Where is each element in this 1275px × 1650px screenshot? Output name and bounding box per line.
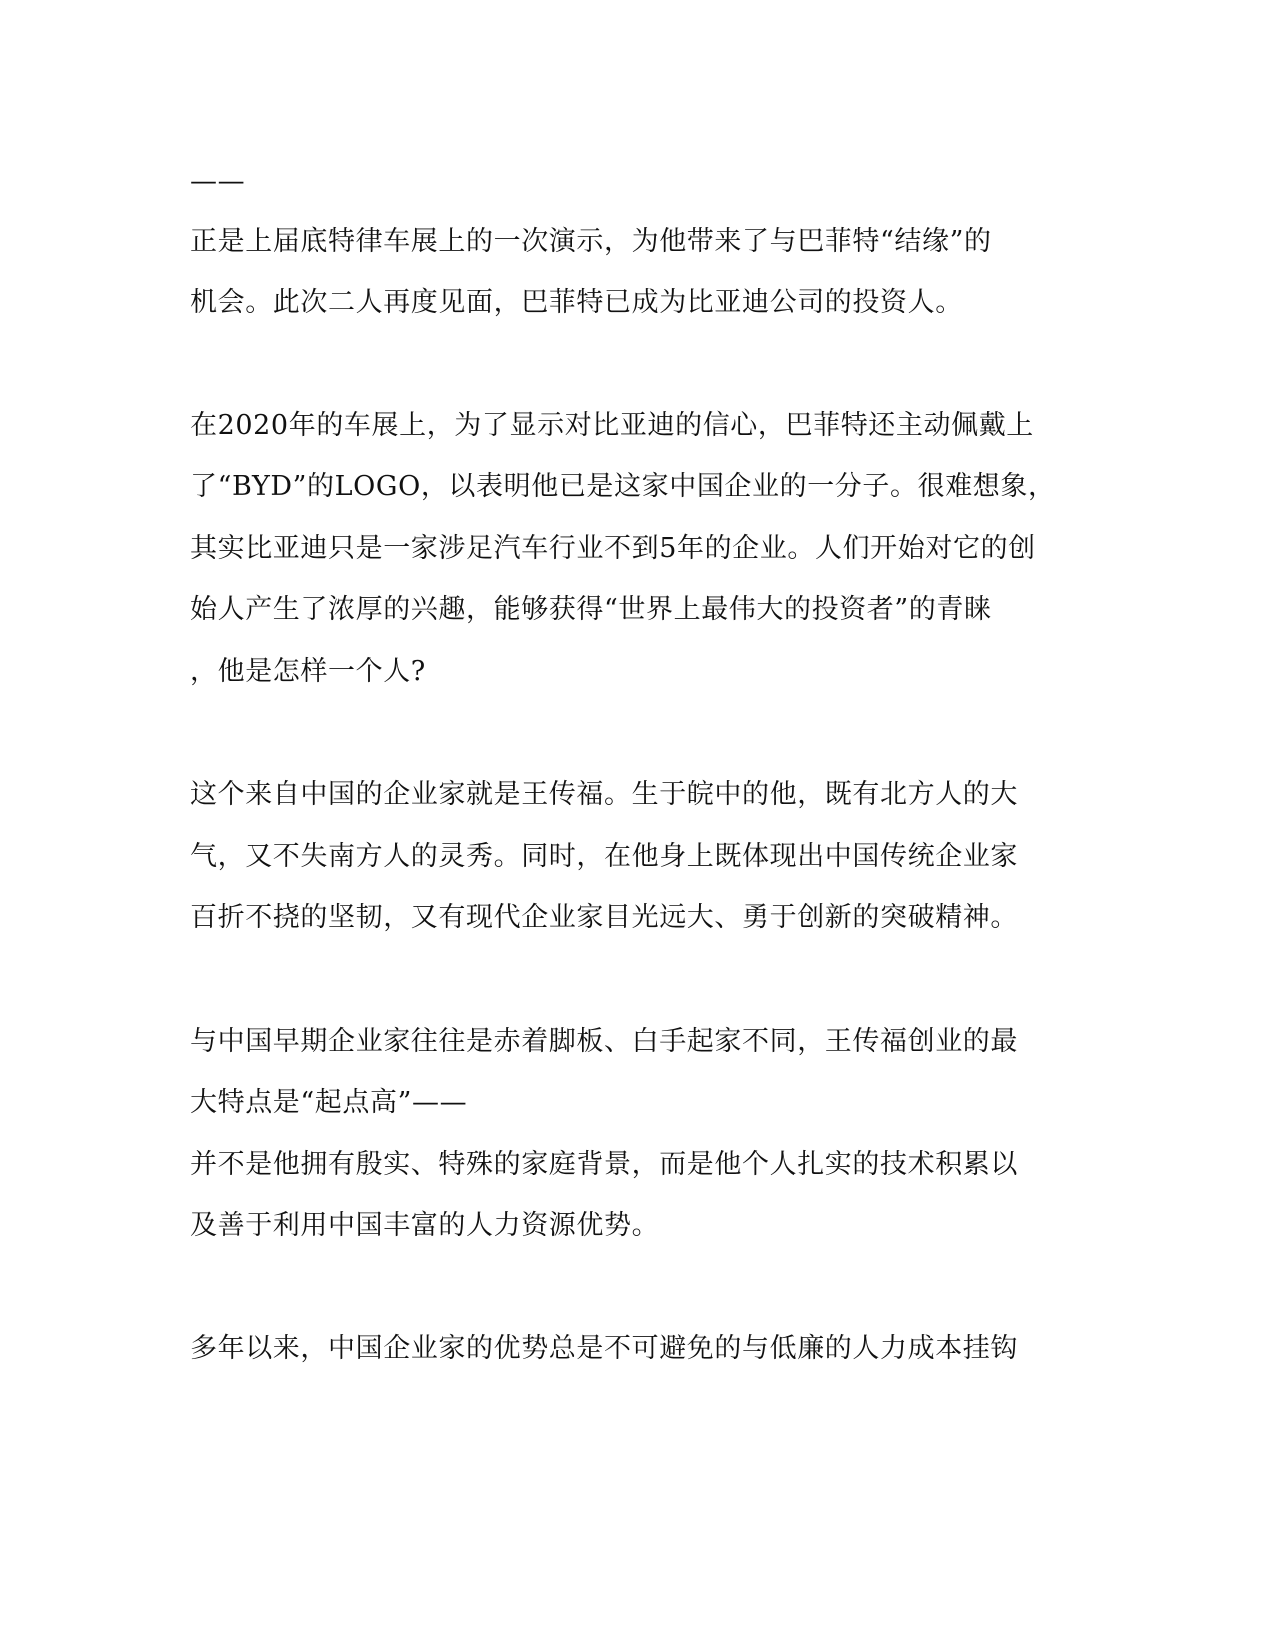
text-line: 始人产生了浓厚的兴趣，能够获得“世界上最伟大的投资者”的青睐 [190, 594, 992, 625]
text-line: 大特点是“起点高”—— [190, 1087, 468, 1118]
text-line: 在2020年的车展上，为了显示对比亚迪的信心，巴菲特还主动佩戴上 [190, 410, 1034, 441]
text-line: 多年以来，中国企业家的优势总是不可避免的与低廉的人力成本挂钩 [190, 1333, 1018, 1364]
text-line: 了“BYD”的LOGO，以表明他已是这家中国企业的一分子。很难想象， [190, 471, 1056, 502]
text-line: ，他是怎样一个人? [190, 656, 426, 687]
text-line: 百折不挠的坚韧，又有现代企业家目光远大、勇于创新的突破精神。 [190, 902, 1018, 933]
text-line: —— [190, 166, 246, 197]
text-line: 及善于利用中国丰富的人力资源优势。 [190, 1210, 660, 1241]
text-line: 其实比亚迪只是一家涉足汽车行业不到5年的企业。人们开始对它的创 [190, 533, 1036, 564]
text-line: 机会。此次二人再度见面，巴菲特已成为比亚迪公司的投资人。 [190, 287, 963, 318]
text-line: 与中国早期企业家往往是赤着脚板、白手起家不同，王传福创业的最 [190, 1026, 1018, 1057]
text-line: 这个来自中国的企业家就是王传福。生于皖中的他，既有北方人的大 [190, 779, 1018, 810]
text-line: 正是上届底特律车展上的一次演示，为他带来了与巴菲特“结缘”的 [190, 226, 992, 257]
text-line: 气，又不失南方人的灵秀。同时，在他身上既体现出中国传统企业家 [190, 841, 1018, 872]
text-line: 并不是他拥有殷实、特殊的家庭背景，而是他个人扎实的技术积累以 [190, 1149, 1018, 1180]
